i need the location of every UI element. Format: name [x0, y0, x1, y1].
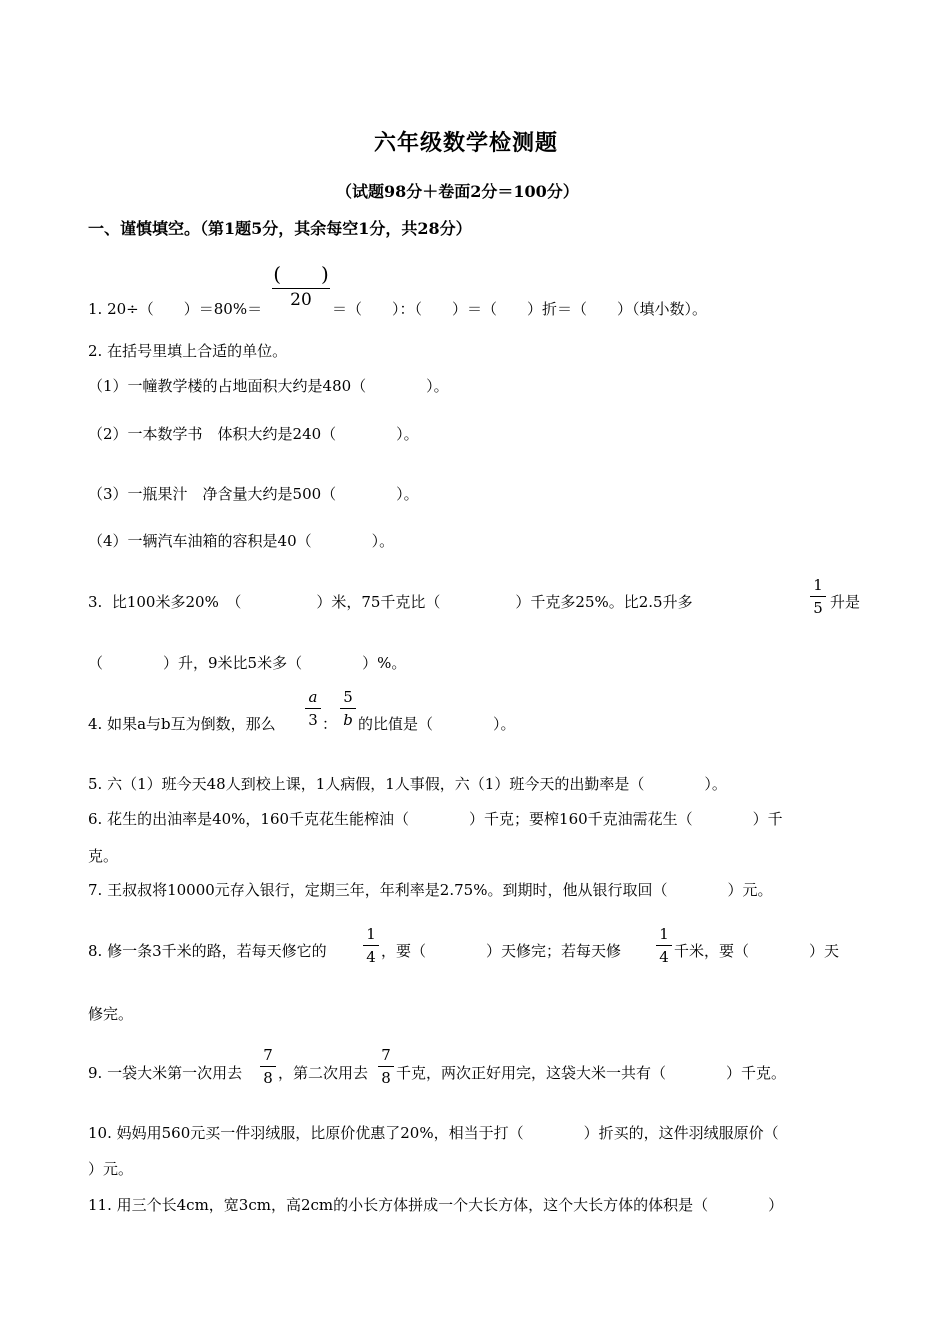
q9-text-a: 9. 一袋大米第一次用去: [88, 1064, 243, 1082]
q9-fraction-1: [260, 1046, 276, 1087]
q8-fraction-2: [656, 925, 672, 966]
q3-frac-num: 1: [813, 576, 823, 594]
section-heading: 一、谨慎填空。（第1题5分，其余每空1分，共28分）: [88, 219, 472, 238]
q8-line-2: 修完。: [88, 1005, 134, 1023]
q4-f2-num: 5: [343, 688, 353, 706]
q3-frac-den: 5: [813, 599, 823, 617]
q2-part-4: （4）一辆汽车油箱的容积是40（ ）。: [88, 532, 395, 550]
q3-line-2: （ ）升，9米比5米多（ ）%。: [88, 654, 407, 672]
q2-stem: 2. 在括号里填上合适的单位。: [88, 342, 288, 360]
q3-fraction: [810, 576, 826, 617]
q8-text-c: 千米，要（ ）天: [674, 942, 840, 960]
q4-fraction-2: [340, 688, 356, 729]
q4-text-b: 的比值是（ ）。: [358, 715, 516, 733]
q8-fraction-1: [363, 925, 379, 966]
q8-f2-num: 1: [659, 925, 669, 943]
q8-f1-num: 1: [366, 925, 376, 943]
q9-text-b: ，第二次用去: [278, 1064, 369, 1082]
q2-part-2: （2）一本数学书 体积大约是240（ ）。: [88, 425, 419, 443]
q1-text-a: 1. 20÷（ ）＝80%＝: [88, 300, 263, 318]
q10-line-2: ）元。: [88, 1160, 134, 1178]
q1-fraction: [272, 262, 330, 309]
question-7: 7. 王叔叔将10000元存入银行，定期三年，年利率是2.75%。到期时，他从银行取回（ ）元。: [88, 881, 773, 899]
q4-fraction-1: [305, 688, 321, 729]
q4-colon: ：: [322, 715, 338, 733]
q8-f2-den: 4: [659, 948, 669, 966]
q6-line-2: 克。: [88, 847, 119, 865]
q4-f1-den: 3: [308, 711, 318, 729]
page-title: 六年级数学检测题: [374, 130, 559, 156]
q4-f2-den: b: [343, 711, 353, 729]
q4-text-a: 4. 如果a与b互为倒数，那么: [88, 715, 276, 733]
q9-f1-num: 7: [263, 1046, 273, 1064]
q1-text-b: ＝（ ）：（ ）＝（ ）折＝（ ）（填小数）。: [332, 300, 708, 318]
question-11: 11. 用三个长4cm，宽3cm，高2cm的小长方体拼成一个大长方体，这个大长方体的体积是（ ）: [88, 1196, 784, 1214]
q9-f1-den: 8: [263, 1069, 273, 1087]
q2-part-3: （3）一瓶果汁 净含量大约是500（ ）。: [88, 485, 419, 503]
question-5: 5. 六（1）班今天48人到校上课，1人病假，1人事假，六（1）班今天的出勤率是（ ）。: [88, 775, 727, 793]
q9-fraction-2: [378, 1046, 394, 1087]
q3-text-b: 升是: [830, 593, 861, 611]
q8-text-b: ，要（ ）天修完；若每天修: [381, 942, 622, 960]
q8-text-a: 8. 修一条3千米的路，若每天修它的: [88, 942, 327, 960]
q3-text-a: 3. 比100米多20% （ ）米，75千克比（ ）千克多25%。比2.5升多: [88, 593, 693, 611]
q9-f2-den: 8: [381, 1069, 391, 1087]
q10-line-1: 10. 妈妈用560元买一件羽绒服，比原价优惠了20%，相当于打（ ）折买的，这件羽绒服原价（: [88, 1124, 779, 1142]
q2-part-1: （1）一幢教学楼的占地面积大约是480（ ）。: [88, 377, 449, 395]
score-note: （试题98分＋卷面2分＝100分）: [336, 182, 579, 201]
q4-f1-num: a: [308, 688, 318, 706]
q9-text-c: 千克，两次正好用完，这袋大米一共有（ ）千克。: [396, 1064, 787, 1082]
q9-f2-num: 7: [381, 1046, 391, 1064]
q6-line-1: 6. 花生的出油率是40%，160千克花生能榨油（ ）千克；要榨160千克油需花生（ ）千: [88, 810, 783, 828]
q1-frac-num: ( ): [273, 262, 329, 286]
q8-f1-den: 4: [366, 948, 376, 966]
q1-frac-den: 20: [290, 290, 312, 310]
